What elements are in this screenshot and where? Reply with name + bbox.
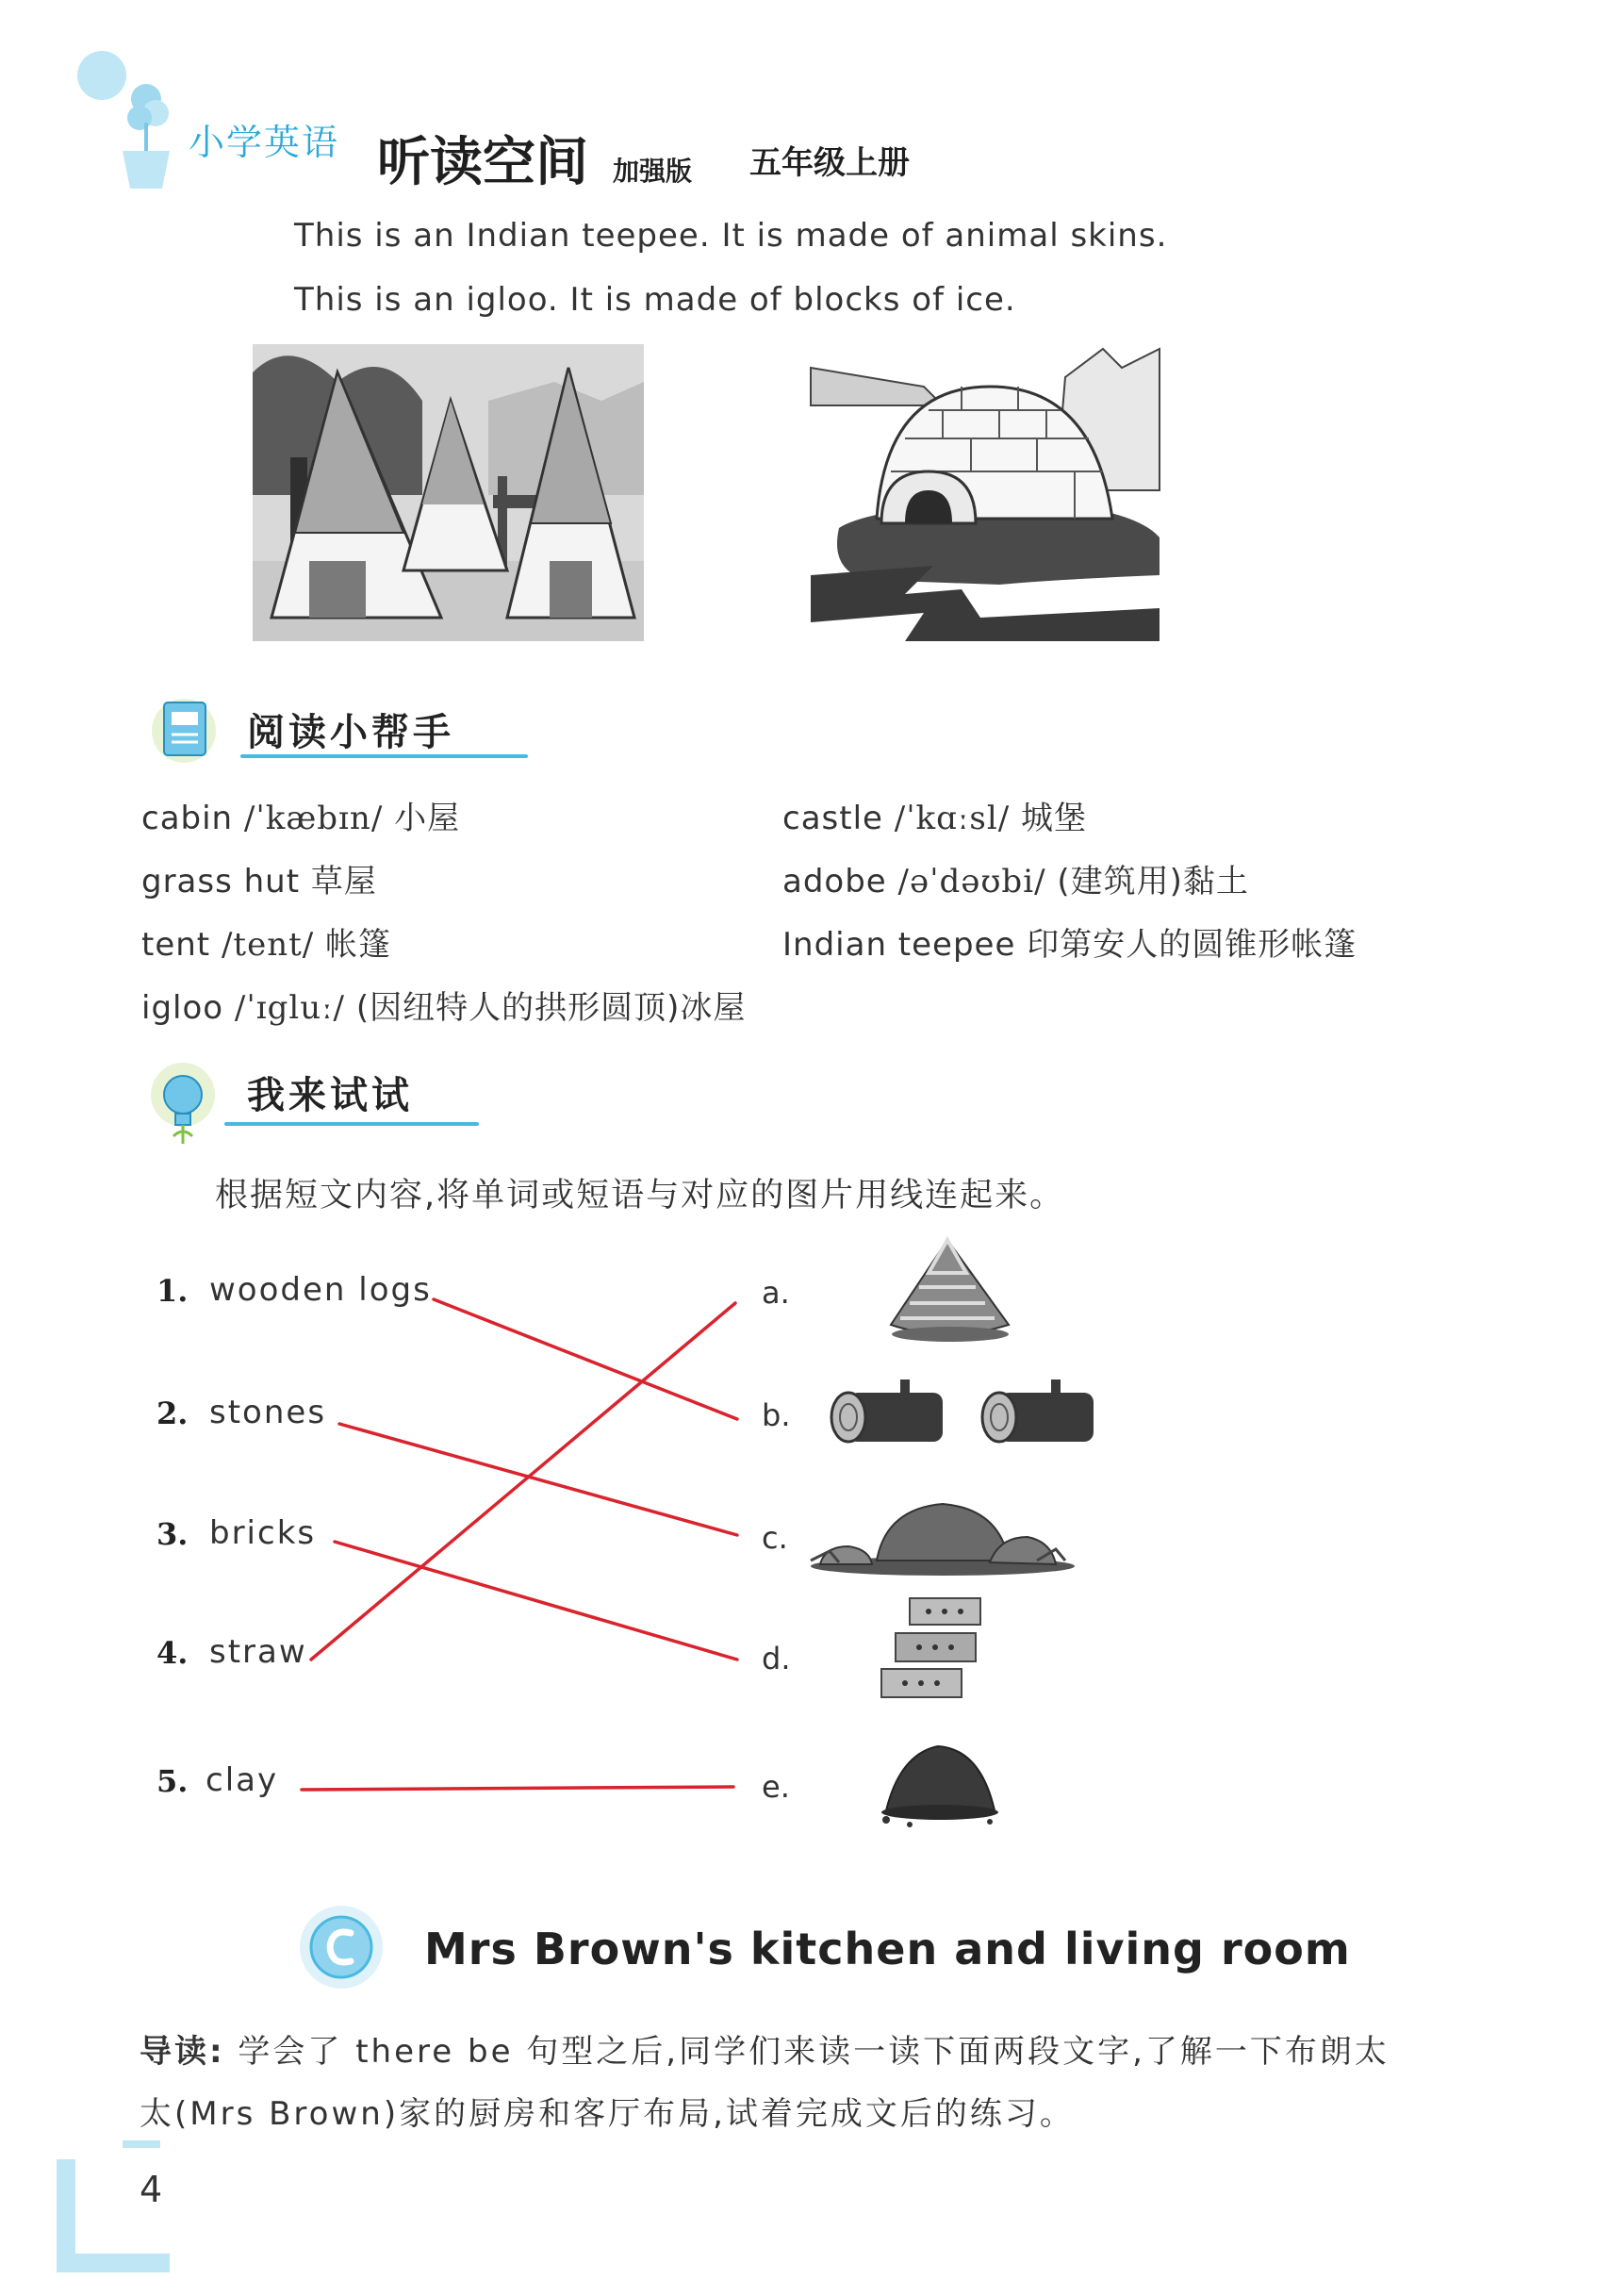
vocab-word: tent: [141, 926, 211, 964]
vocab-meaning: 城堡: [1020, 800, 1087, 837]
vocab-phonetic: /əˈdəʊbi/: [897, 863, 1046, 900]
reading-badge-icon: [294, 1900, 388, 1994]
option-letter: b.: [762, 1397, 791, 1433]
vocab-meaning: (建筑用)黏土: [1057, 863, 1249, 900]
item-word: bricks: [209, 1514, 317, 1552]
match-line-3-d: [335, 1542, 737, 1660]
vocab-word: grass hut: [141, 863, 301, 900]
item-number: 3.: [156, 1516, 189, 1552]
option-letter: c.: [762, 1520, 788, 1556]
item-word: straw: [209, 1633, 307, 1671]
page-corner-decoration: [57, 2140, 189, 2272]
guide-label: 导读:: [140, 2033, 225, 2071]
helper-section-title: 阅读小帮手: [247, 711, 454, 754]
try-section-title: 我来试试: [247, 1074, 413, 1117]
vocab-word: igloo: [141, 989, 224, 1027]
passage-line-igloo: This is an igloo. It is made of blocks of ice.: [294, 281, 1016, 319]
vocab-meaning: 草屋: [310, 863, 377, 900]
passage-line-teepee: This is an Indian teepee. It is made of animal skins.: [294, 217, 1168, 255]
match-line-1-b: [434, 1299, 737, 1419]
series-label: 小学英语: [189, 122, 340, 163]
option-letter: a.: [762, 1275, 790, 1311]
vocab-phonetic: /ˈɪgluː/: [234, 989, 346, 1027]
item-number: 2.: [156, 1396, 189, 1431]
option-letter: d.: [762, 1641, 791, 1677]
item-word: stones: [209, 1394, 327, 1431]
vocab-meaning: 印第安人的圆锥形帐篷: [1027, 926, 1357, 964]
book-title: 听读空间: [377, 132, 588, 193]
vocab-phonetic: /ˈkɑːsl/: [894, 800, 1011, 837]
book-edition: 加强版: [613, 156, 693, 187]
reading-title: Mrs Brown's kitchen and living room: [424, 1924, 1351, 1974]
vocab-phonetic: /tent/: [221, 926, 315, 964]
item-number: 1.: [156, 1273, 189, 1309]
page-number: 4: [140, 2169, 163, 2210]
vocab-word: cabin: [141, 800, 234, 837]
vocab-meaning: (因纽特人的拱形圆顶)冰屋: [355, 989, 747, 1027]
vocab-meaning: 帐篷: [325, 926, 392, 964]
vocab-word: Indian teepee: [782, 926, 1016, 964]
vocab-word: castle: [782, 800, 883, 837]
match-line-2-c: [339, 1424, 737, 1535]
item-number: 5.: [156, 1763, 189, 1799]
guide-line-1: 学会了 there be 句型之后,同学们来读一读下面两段文字,了解一下布朗太: [238, 2033, 1390, 2071]
exercise-instruction: 根据短文内容,将单词或短语与对应的图片用线连起来。: [215, 1177, 1065, 1214]
vocab-meaning: 小屋: [394, 800, 461, 837]
guide-text: [140, 2025, 1390, 2072]
match-line-4-a: [311, 1303, 735, 1660]
item-word: clay: [206, 1761, 279, 1799]
option-letter: e.: [762, 1769, 790, 1805]
vocab-phonetic: /ˈkæbɪn/: [243, 800, 384, 837]
item-number: 4.: [156, 1635, 189, 1671]
match-line-5-e: [302, 1787, 733, 1790]
guide-text-line-2: 太(Mrs Brown)家的厨房和客厅布局,试着完成文后的练习。: [140, 2095, 1075, 2133]
item-word: wooden logs: [209, 1271, 432, 1309]
book-grade: 五年级上册: [749, 144, 910, 182]
vocab-word: adobe: [782, 863, 887, 900]
